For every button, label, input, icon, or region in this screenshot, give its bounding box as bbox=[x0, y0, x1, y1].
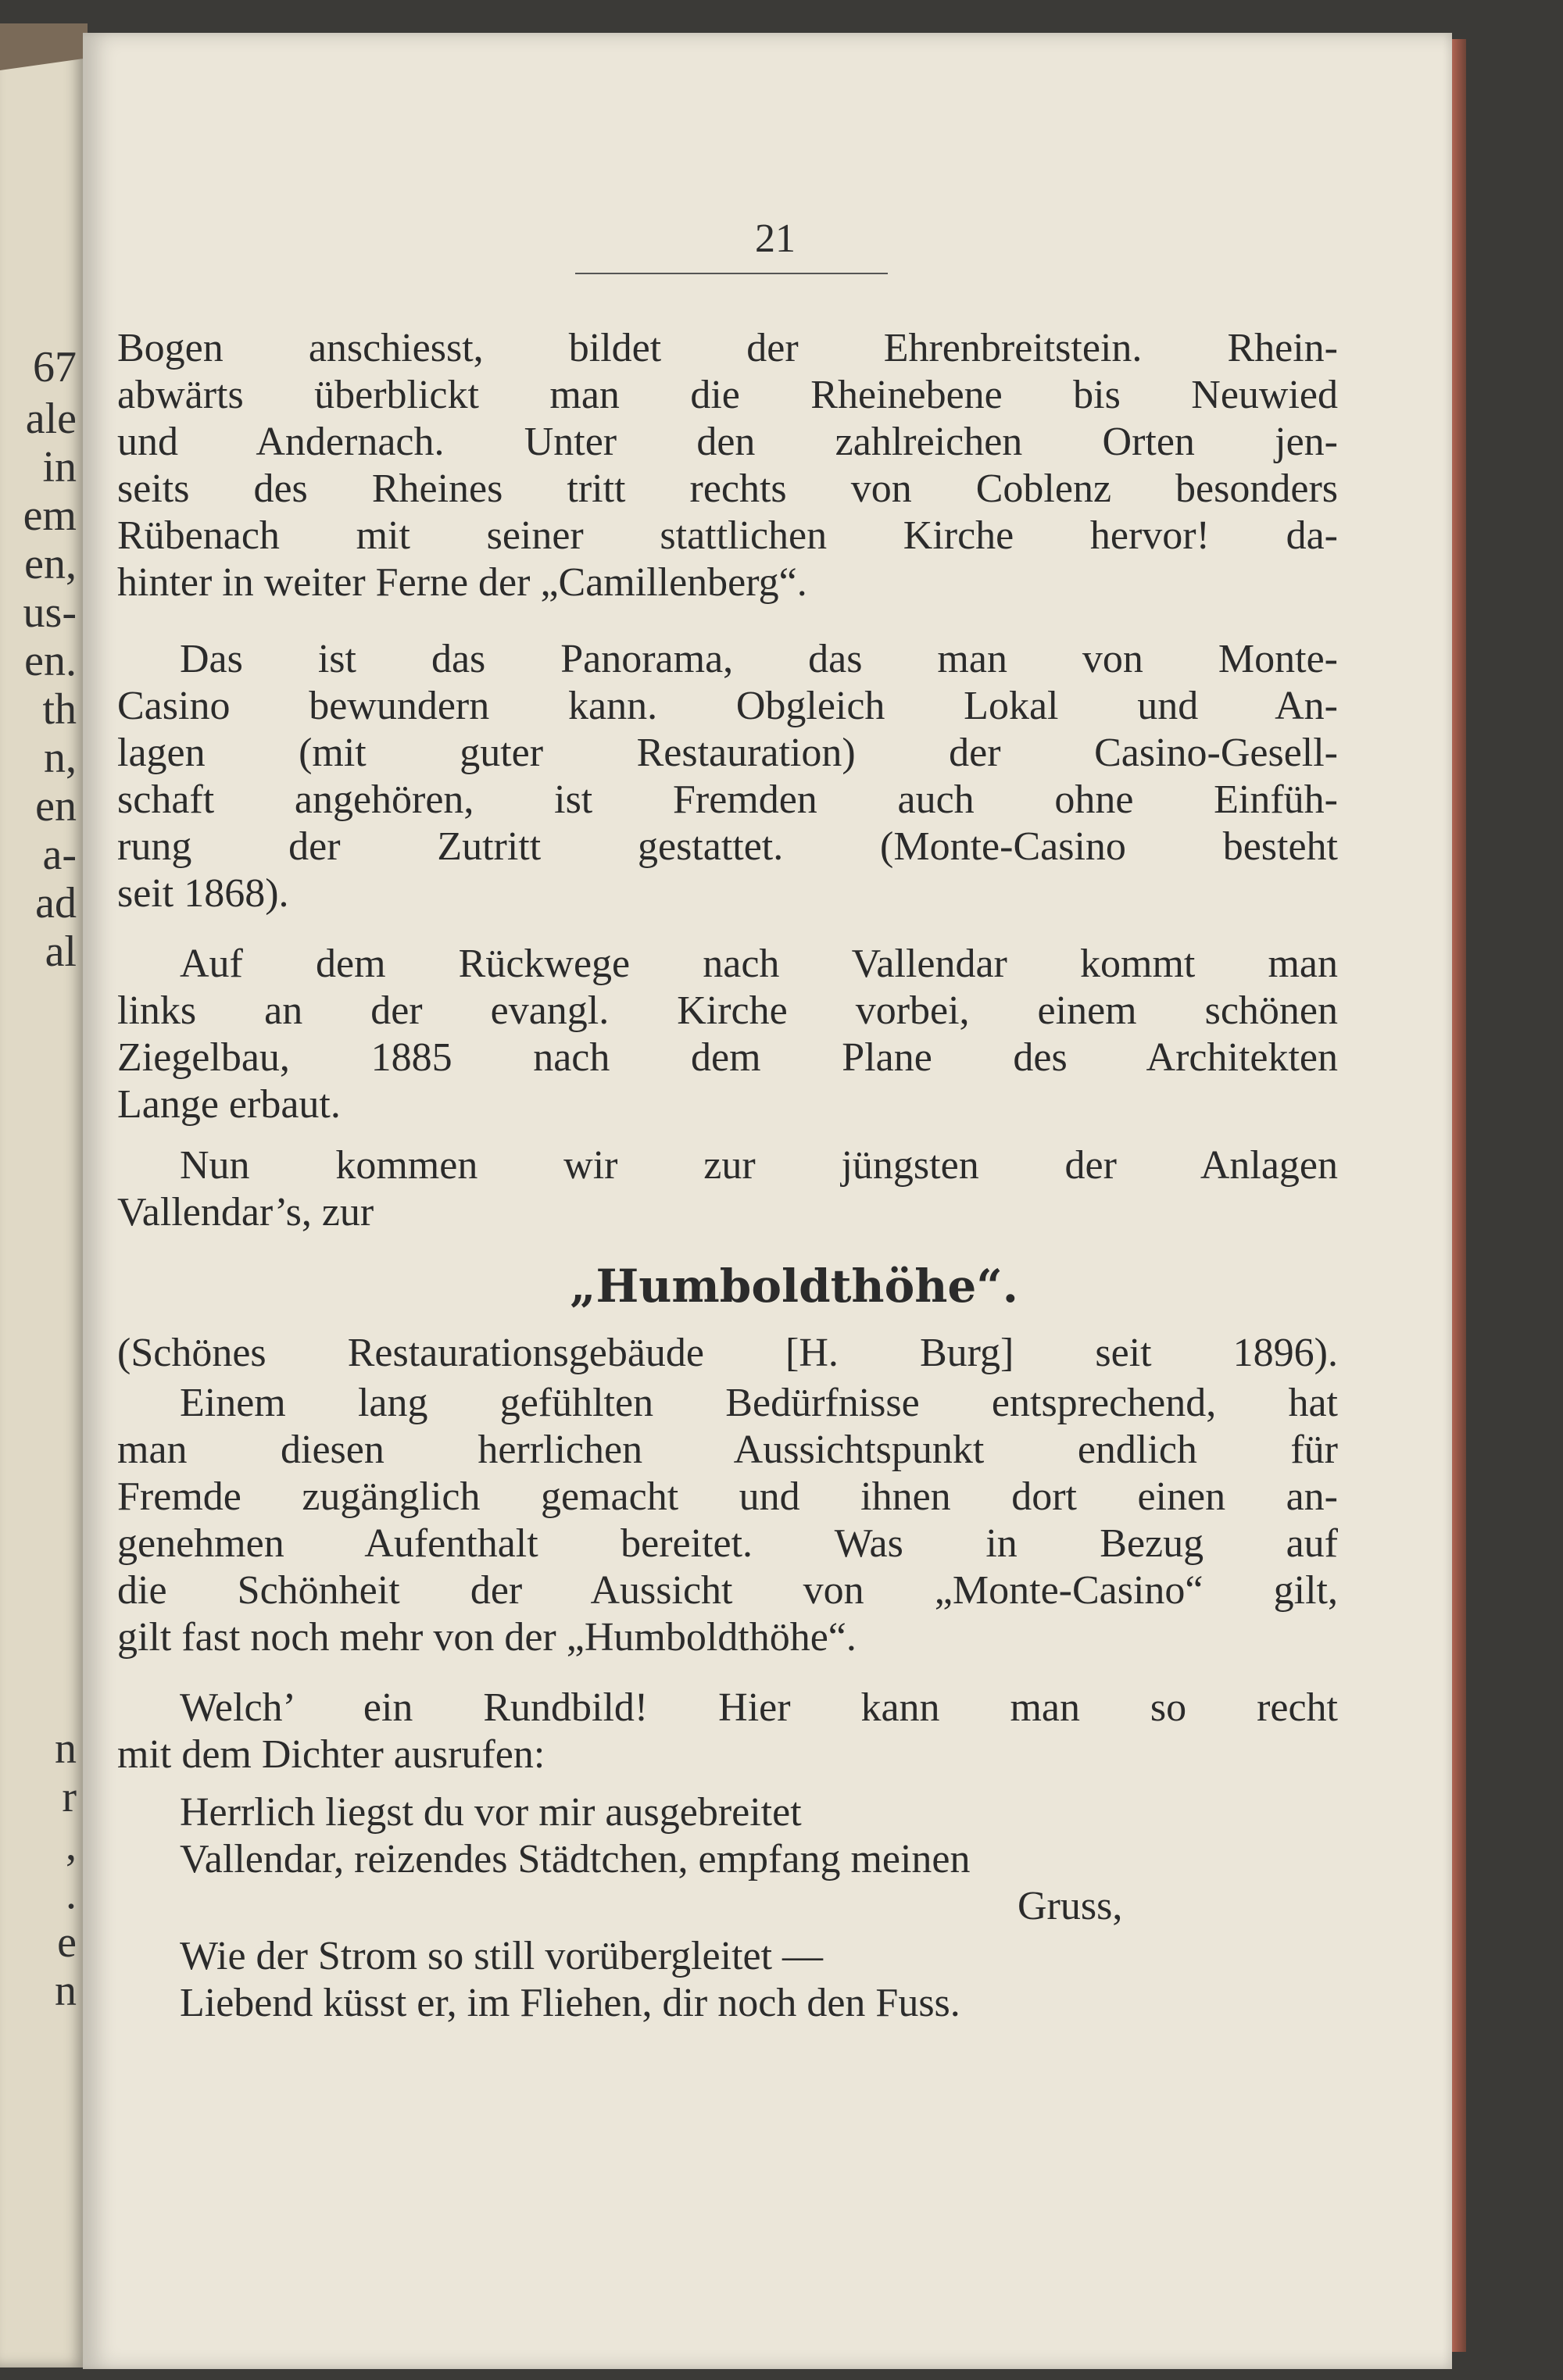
text-line: Nun kommen wir zur jüngsten der Anlagen bbox=[180, 1143, 1338, 1188]
book-page bbox=[83, 33, 1452, 2369]
text-line: man diesen herrlichen Aussichtspunkt endlich für bbox=[117, 1428, 1338, 1472]
text-line: hinter in weiter Ferne der „Camillenberg“. bbox=[117, 560, 807, 605]
text-line: Ziegelbau, 1885 nach dem Plane des Architekten bbox=[117, 1035, 1338, 1080]
text-line: Lange erbaut. bbox=[117, 1082, 341, 1127]
previous-page bbox=[0, 23, 88, 2367]
text-line: links an der evangl. Kirche vorbei, einem schönen bbox=[117, 988, 1338, 1033]
previous-page-fragment: 67 bbox=[33, 343, 77, 391]
text-line: und Andernach. Unter den zahlreichen Orten jen- bbox=[117, 420, 1338, 464]
previous-page-fragment: e bbox=[57, 1918, 77, 1967]
page-number: 21 bbox=[755, 216, 796, 261]
poem-line: Wie der Strom so still vorübergleitet — bbox=[180, 1934, 824, 1978]
previous-page-fragment: en. bbox=[24, 637, 77, 685]
previous-page-fragment: r bbox=[62, 1773, 77, 1821]
text-line: Einem lang gefühlten Bedürfnisse entsprechend, hat bbox=[180, 1381, 1338, 1425]
previous-page-fragment: n bbox=[55, 1967, 77, 2015]
previous-page-fragment: , bbox=[66, 1821, 77, 1870]
previous-page-edge bbox=[0, 23, 88, 70]
text-line: die Schönheit der Aussicht von „Monte-Casino“ gilt, bbox=[117, 1568, 1338, 1613]
text-line: Rübenach mit seiner stattlichen Kirche hervor! da- bbox=[117, 513, 1338, 558]
poem-line: Herrlich liegst du vor mir ausgebreitet bbox=[180, 1790, 802, 1835]
poem-line: Vallendar, reizendes Städtchen, empfang meinen bbox=[180, 1837, 971, 1881]
previous-page-fragment: n, bbox=[44, 734, 77, 782]
text-line: seit 1868). bbox=[117, 871, 289, 916]
text-line: Fremde zugänglich gemacht und ihnen dort einen an- bbox=[117, 1474, 1338, 1519]
previous-page-fragment: . bbox=[66, 1870, 77, 1918]
previous-page-fragment: us- bbox=[23, 588, 77, 637]
previous-page-fragment: th bbox=[42, 685, 77, 734]
header-rule bbox=[575, 273, 888, 274]
text-line: seits des Rheines tritt rechts von Coblenz besonders bbox=[117, 466, 1338, 511]
text-line: Casino bewundern kann. Obgleich Lokal und An- bbox=[117, 684, 1338, 728]
previous-page-fragment: al bbox=[45, 927, 77, 976]
text-line: gilt fast noch mehr von der „Humboldthöhe“. bbox=[117, 1615, 857, 1660]
text-line: (Schönes Restaurationsgebäude [H. Burg] seit 1896). bbox=[117, 1331, 1338, 1375]
previous-page-fragment: ale bbox=[25, 395, 77, 443]
text-line: Bogen anschiesst, bildet der Ehrenbreitstein. Rhein- bbox=[117, 326, 1338, 370]
previous-page-fragment: en, bbox=[24, 540, 77, 588]
previous-page-fragment: a- bbox=[42, 831, 77, 879]
previous-page-fragment: ad bbox=[35, 879, 77, 927]
text-line: Auf dem Rückwege nach Vallendar kommt man bbox=[180, 942, 1338, 986]
previous-page-fragment: in bbox=[42, 443, 77, 491]
poem-line: Gruss, bbox=[1018, 1884, 1123, 1928]
text-line: Vallendar’s, zur bbox=[117, 1190, 374, 1235]
poem-line: Liebend küsst er, im Fliehen, dir noch den Fuss. bbox=[180, 1981, 960, 2025]
text-line: abwärts überblickt man die Rheinebene bis Neuwied bbox=[117, 373, 1338, 417]
section-heading: „Humboldthöhe“. bbox=[570, 1260, 1018, 1313]
text-line: Das ist das Panorama, das man von Monte- bbox=[180, 637, 1338, 681]
text-line: schaft angehören, ist Fremden auch ohne Einfüh- bbox=[117, 777, 1338, 822]
previous-page-fragment: em bbox=[23, 491, 77, 540]
text-line: lagen (mit guter Restauration) der Casino-Gesell- bbox=[117, 731, 1338, 775]
previous-page-fragment: n bbox=[55, 1724, 77, 1773]
text-line: genehmen Aufenthalt bereitet. Was in Bezug auf bbox=[117, 1521, 1338, 1566]
text-line: rung der Zutritt gestattet. (Monte-Casino besteht bbox=[117, 824, 1338, 869]
text-line: mit dem Dichter ausrufen: bbox=[117, 1732, 545, 1777]
previous-page-fragment: en bbox=[35, 782, 77, 831]
text-line: Welch’ ein Rundbild! Hier kann man so recht bbox=[180, 1685, 1338, 1730]
